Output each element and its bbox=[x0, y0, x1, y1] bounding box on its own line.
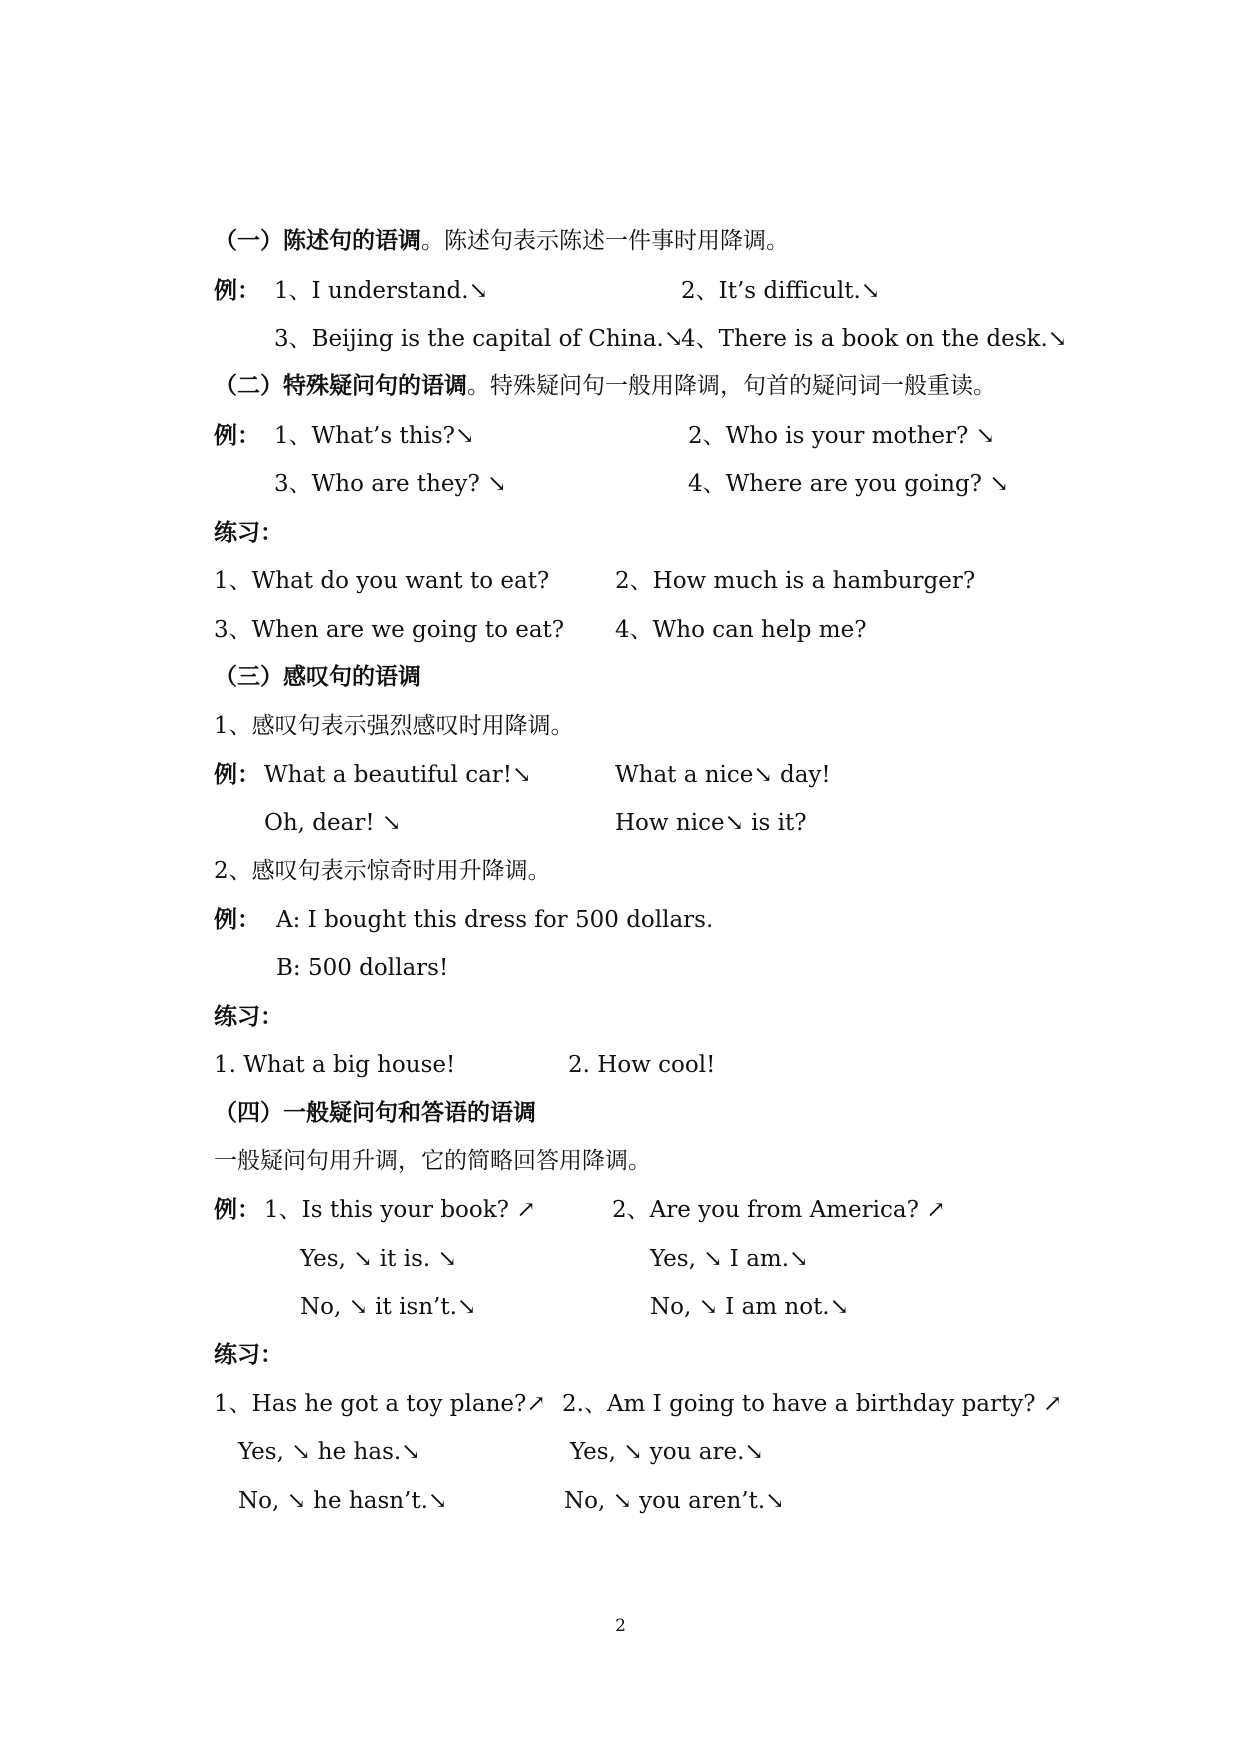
section-3-example-label-2: 例： bbox=[214, 906, 260, 933]
section-3-rule-1: 1、感叹句表示强烈感叹时用降调。 bbox=[214, 713, 574, 739]
section-3-dialog-b: B: 500 dollars! bbox=[276, 955, 449, 981]
section-2-example-3: 3、Who are they? ↘ bbox=[274, 471, 507, 497]
section-3-example-1: What a beautiful car!↘ bbox=[264, 762, 532, 788]
section-4-practice-2-no: No, ↘ you aren’t.↘ bbox=[564, 1488, 785, 1514]
section-4-example-1-yes: Yes, ↘ it is. ↘ bbox=[300, 1246, 457, 1272]
section-3-example-2: What a nice↘ day! bbox=[615, 762, 831, 788]
section-4-heading: （四）一般疑问句和答语的语调 bbox=[214, 1099, 536, 1126]
section-3-practice-1: 1. What a big house! bbox=[214, 1052, 456, 1078]
section-1-example-label: 例： bbox=[214, 277, 260, 304]
section-3-heading: （三）感叹句的语调 bbox=[214, 663, 421, 690]
section-4-practice-label: 练习： bbox=[214, 1341, 283, 1368]
section-3-dialog-a: A: I bought this dress for 500 dollars. bbox=[276, 907, 714, 933]
section-3-example-label: 例： bbox=[214, 761, 260, 788]
section-3-example-4: How nice↘ is it? bbox=[615, 810, 807, 836]
section-2-practice-label: 练习： bbox=[214, 519, 283, 546]
section-3-practice-2: 2. How cool! bbox=[568, 1052, 716, 1078]
section-2-example-2: 2、Who is your mother? ↘ bbox=[688, 423, 995, 449]
section-4-example-2-no: No, ↘ I am not.↘ bbox=[650, 1294, 849, 1320]
section-2-example-label: 例： bbox=[214, 422, 260, 449]
section-1-example-2: 2、It’s difficult.↘ bbox=[681, 278, 881, 304]
section-2-example-1: 1、What’s this?↘ bbox=[274, 423, 475, 449]
section-3-practice-label: 练习： bbox=[214, 1003, 283, 1030]
section-2-line bbox=[214, 371, 996, 401]
section-4-example-2-yes: Yes, ↘ I am.↘ bbox=[650, 1246, 809, 1272]
section-2-example-4: 4、Where are you going? ↘ bbox=[688, 471, 1009, 497]
section-3-example-3: Oh, dear! ↘ bbox=[264, 810, 402, 836]
section-4-example-1-no: No, ↘ it isn’t.↘ bbox=[300, 1294, 477, 1320]
section-1-description: 。陈述句表示陈述一件事时用降调。 bbox=[421, 228, 789, 254]
section-1-example-4: 4、There is a book on the desk.↘ bbox=[681, 326, 1068, 352]
section-4-practice-1-no: No, ↘ he hasn’t.↘ bbox=[238, 1488, 448, 1514]
section-4-practice-1-yes: Yes, ↘ he has.↘ bbox=[238, 1439, 421, 1465]
section-2-practice-3: 3、When are we going to eat? bbox=[214, 617, 565, 643]
section-2-practice-4: 4、Who can help me? bbox=[615, 617, 867, 643]
section-2-description: 。特殊疑问句一般用降调，句首的疑问词一般重读。 bbox=[467, 373, 996, 399]
section-3-rule-2: 2、感叹句表示惊奇时用升降调。 bbox=[214, 858, 551, 884]
section-2-practice-1: 1、What do you want to eat? bbox=[214, 568, 550, 594]
section-4-practice-2-yes: Yes, ↘ you are.↘ bbox=[570, 1439, 764, 1465]
section-4-practice-2-question: 2.、Am I going to have a birthday party? ↗ bbox=[562, 1391, 1063, 1417]
section-1-line bbox=[214, 226, 789, 256]
section-1-example-1: 1、I understand.↘ bbox=[274, 278, 488, 304]
page-number: 2 bbox=[615, 1616, 626, 1636]
section-4-example-label: 例： bbox=[214, 1196, 260, 1223]
section-1-heading: （一）陈述句的语调 bbox=[214, 227, 421, 254]
section-2-heading: （二）特殊疑问句的语调 bbox=[214, 372, 467, 399]
section-4-rule: 一般疑问句用升调，它的简略回答用降调。 bbox=[214, 1148, 651, 1174]
section-2-practice-2: 2、How much is a hamburger? bbox=[615, 568, 976, 594]
section-4-practice-1-question: 1、Has he got a toy plane?↗ bbox=[214, 1391, 546, 1417]
section-1-example-3: 3、Beijing is the capital of China.↘ bbox=[274, 326, 684, 352]
section-4-example-1-question: 1、Is this your book? ↗ bbox=[264, 1197, 536, 1223]
section-4-example-2-question: 2、Are you from America? ↗ bbox=[612, 1197, 946, 1223]
